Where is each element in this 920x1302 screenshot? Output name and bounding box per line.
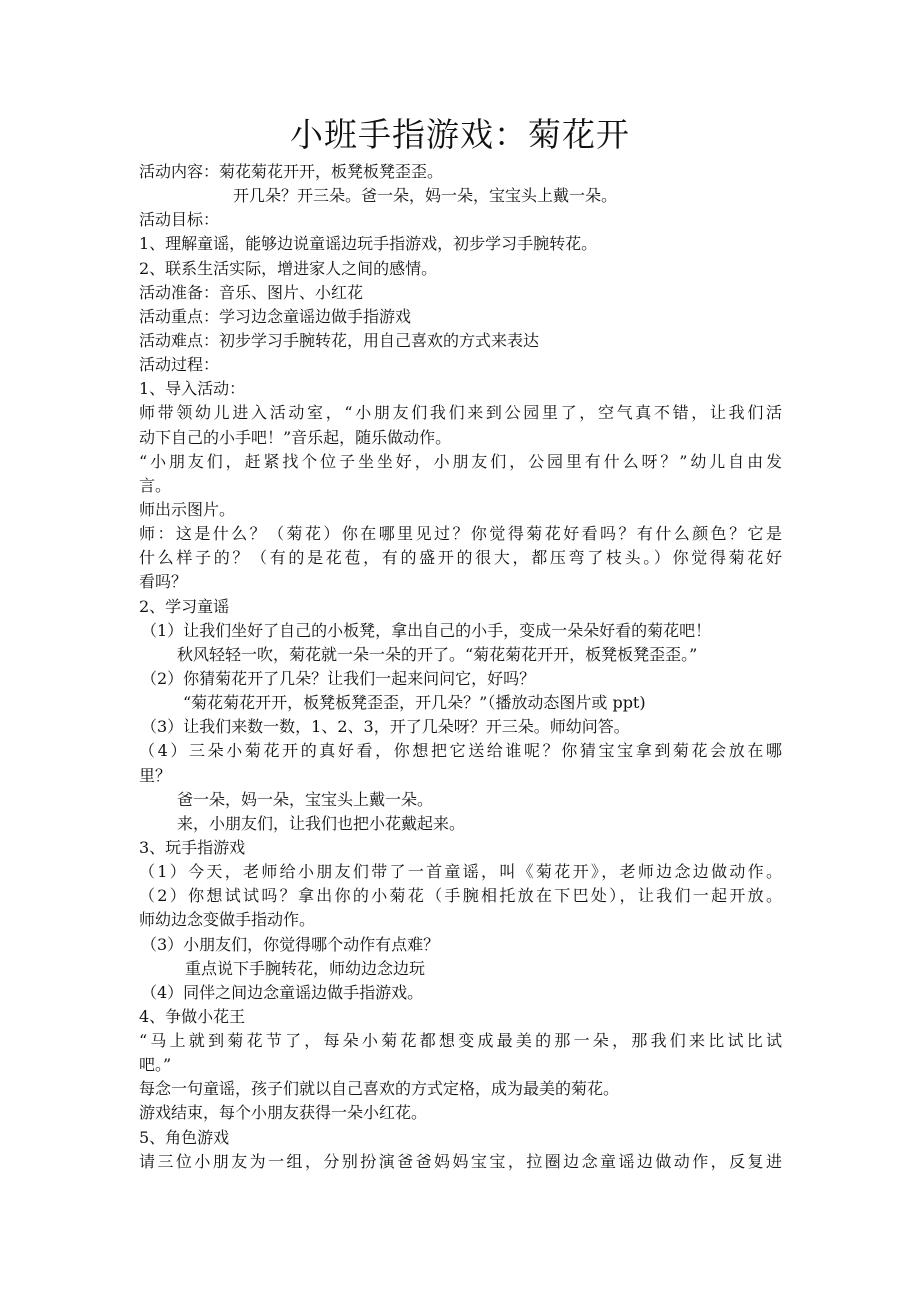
text-line: 活动内容：菊花菊花开开，板凳板凳歪歪。 <box>139 162 444 181</box>
text-line: （1）今天，老师给小朋友们带了一首童谣，叫《菊花开》，老师边念边做动作。 <box>139 862 782 882</box>
text-line: 来，小朋友们，让我们也把小花戴起来。 <box>177 813 466 833</box>
text-line: 2、联系生活实际，增进家人之间的感情。 <box>139 258 438 278</box>
text-line: “小朋友们，赶紧找个位子坐坐好，小朋友们，公园里有什么呀？”幼儿自由发 <box>139 451 782 471</box>
section-heading: 活动过程： <box>139 355 220 375</box>
text-line: 什么样子的？（有的是花苞，有的盛开的很大，都压弯了枝头。）你觉得菊花好 <box>139 548 782 568</box>
text-line: 活动难点：初步学习手腕转花，用自己喜欢的方式来表达 <box>139 330 540 350</box>
text-line: 动下自己的小手吧！”音乐起，随乐做动作。 <box>139 427 452 447</box>
text-line: 师：这是什么？（菊花）你在哪里见过？你觉得菊花好看吗？有什么颜色？它是 <box>139 524 782 544</box>
text-line: （1）让我们坐好了自己的小板凳，拿出自己的小手，变成一朵朵好看的菊花吧！ <box>141 620 712 640</box>
text-line: （2）你想试试吗？拿出你的小菊花（手腕相托放在下巴处），让我们一起开放。 <box>139 886 782 906</box>
section-heading: 5、角色游戏 <box>139 1127 230 1147</box>
text-line: 吧。” <box>139 1055 172 1075</box>
section-heading: 3、玩手指游戏 <box>139 837 246 857</box>
text-line: 活动准备：音乐、图片、小红花 <box>139 282 364 302</box>
text-line: （3）小朋友们，你觉得哪个动作有点难？ <box>141 934 440 954</box>
text-line: 每念一句童谣，孩子们就以自己喜欢的方式定格，成为最美的菊花。 <box>139 1079 620 1099</box>
text-line: 活动重点：学习边念童谣边做手指游戏 <box>139 306 412 326</box>
document-title: 小班手指游戏：菊花开 <box>290 115 630 154</box>
text-line: 师带领幼儿进入活动室，“小朋友们我们来到公园里了，空气真不错，让我们活 <box>139 403 782 423</box>
text-line: 请三位小朋友为一组，分别扮演爸爸妈妈宝宝，拉圈边念童谣边做动作，反复进 <box>139 1151 782 1171</box>
text-line: 秋风轻轻一吹，菊花就一朵一朵的开了。“菊花菊花开开，板凳板凳歪歪。” <box>177 644 698 664</box>
section-heading: 1、导入活动： <box>139 379 246 399</box>
document-body <box>139 160 782 1174</box>
text-line: （3）让我们来数一数，1、2、3，开了几朵呀？开三朵。师幼问答。 <box>141 717 630 737</box>
text-line: 言。 <box>139 475 172 495</box>
text-line: 师幼边念变做手指动作。 <box>139 910 316 930</box>
text-line: 师出示图片。 <box>139 499 236 519</box>
text-line: 里？ <box>139 765 172 785</box>
text-line: 开几朵？开三朵。爸一朵，妈一朵，宝宝头上戴一朵。 <box>233 186 618 206</box>
text-line: 看吗？ <box>139 572 188 592</box>
section-heading: 4、争做小花王 <box>139 1006 246 1026</box>
text-line: （2）你猜菊花开了几朵？让我们一起来问问它，好吗？ <box>141 668 536 688</box>
text-line: 重点说下手腕转花，师幼边念边玩 <box>185 958 426 978</box>
text-line: （4）三朵小菊花开的真好看，你想把它送给谁呢？你猜宝宝拿到菊花会放在哪 <box>139 741 782 761</box>
text-line: 游戏结束，每个小朋友获得一朵小红花。 <box>139 1103 428 1123</box>
text-line: 爸一朵，妈一朵，宝宝头上戴一朵。 <box>177 789 434 809</box>
text-line: 1、理解童谣，能够边说童谣边玩手指游戏，初步学习手腕转花。 <box>139 234 598 254</box>
text-line: “马上就到菊花节了，每朵小菊花都想变成最美的那一朵，那我们来比试比试 <box>139 1031 782 1051</box>
text-line: “菊花菊花开开，板凳板凳歪歪，开几朵？”（播放动态图片或 ppt) <box>183 693 646 713</box>
section-heading: 2、学习童谣 <box>139 596 230 616</box>
section-heading: 活动目标： <box>139 210 220 230</box>
text-line: （4）同伴之间边念童谣边做手指游戏。 <box>141 982 424 1002</box>
